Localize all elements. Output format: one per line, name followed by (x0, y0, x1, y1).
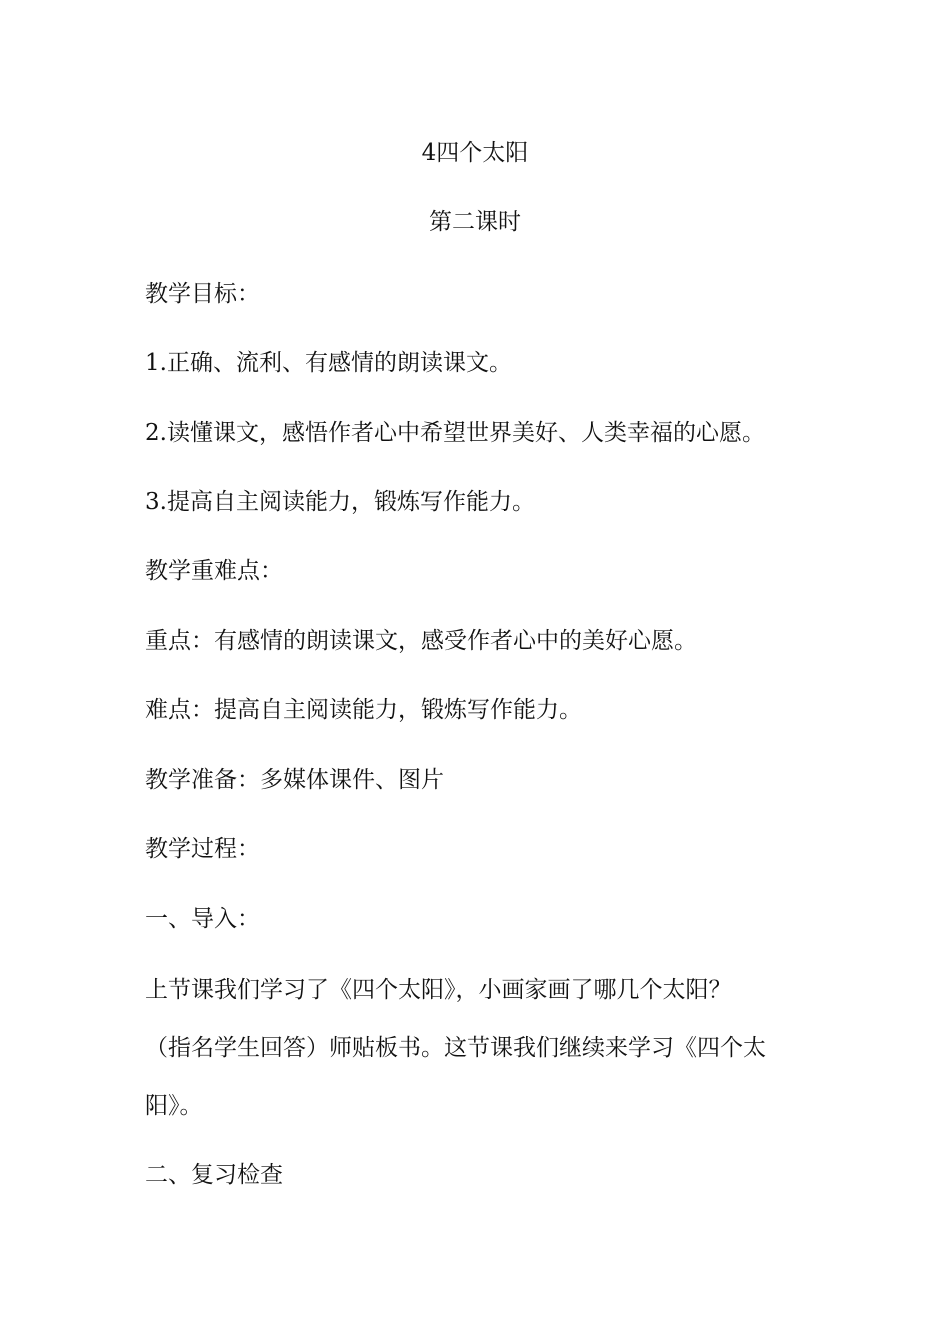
process-heading: 教学过程： (145, 836, 260, 862)
section-two-heading: 二、复习检查 (145, 1162, 283, 1188)
objective-item-3: 3.提高自主阅读能力，锻炼写作能力。 (145, 489, 535, 515)
objectives-heading: 教学目标： (145, 281, 260, 307)
objective-item-1: 1.正确、流利、有感情的朗读课文。 (145, 350, 512, 376)
section-one-line-2: （指名学生回答）师贴板书。这节课我们继续来学习《四个太 (145, 1035, 766, 1061)
objective-item-2: 2.读懂课文，感悟作者心中希望世界美好、人类幸福的心愿。 (145, 420, 765, 446)
key-point-text: 重点：有感情的朗读课文，感受作者心中的美好心愿。 (145, 628, 697, 654)
key-points-heading: 教学重难点： (145, 558, 283, 584)
section-one-line-3: 阳》。 (145, 1093, 203, 1119)
section-one-heading: 一、导入： (145, 906, 260, 932)
difficult-point-text: 难点：提高自主阅读能力，锻炼写作能力。 (145, 697, 582, 723)
document-title: 4四个太阳 (421, 140, 529, 166)
document-subtitle: 第二课时 (429, 209, 521, 235)
preparation-text: 教学准备：多媒体课件、图片 (145, 767, 444, 793)
section-one-line-1: 上节课我们学习了《四个太阳》，小画家画了哪几个太阳？ (145, 977, 732, 1003)
